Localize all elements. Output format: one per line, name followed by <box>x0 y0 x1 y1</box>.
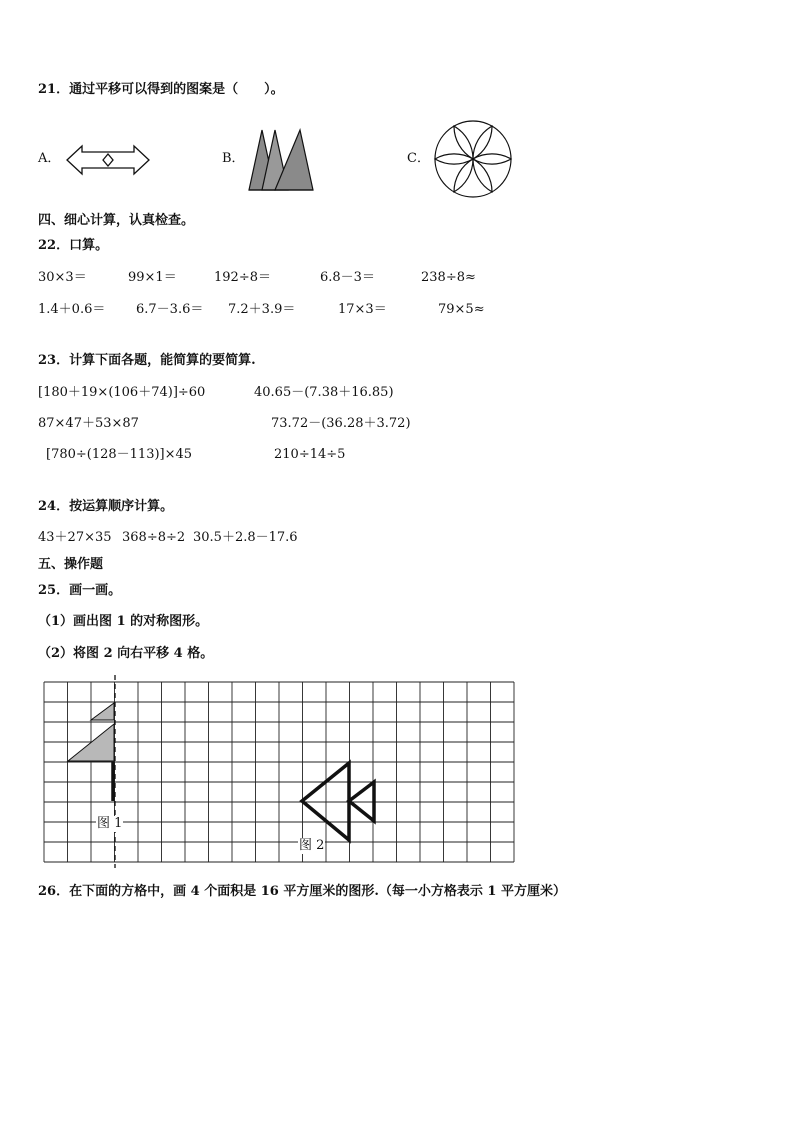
section5-title: 五、操作题 <box>38 557 104 572</box>
petal <box>473 126 492 159</box>
double-arrow-figure <box>67 146 149 174</box>
order-item: 30.5＋2.8－17.6 <box>193 530 298 545</box>
q25-part2: （2）将图 2 向右平移 4 格。 <box>38 646 214 661</box>
q22-prompt: 22．口算。 <box>38 238 109 253</box>
flower-circle-figure <box>435 121 511 197</box>
option-c-label: C． <box>407 151 430 166</box>
calc-item: 40.65－(7.38＋16.85) <box>254 385 394 400</box>
calc-item: [780÷(128－113)]×45 <box>46 447 193 462</box>
q25-part1: （1）画出图 1 的对称图形。 <box>38 614 209 629</box>
figure2-label: 图 2 <box>299 838 325 853</box>
calc-item: 87×47＋53×87 <box>38 416 139 431</box>
calc-item: [180＋19×(106＋74)]÷60 <box>38 385 206 400</box>
figure2-shape <box>302 763 374 840</box>
oral-item: 17×3＝ <box>338 302 387 317</box>
option-a-label: A． <box>38 151 61 166</box>
order-item: 43＋27×35 <box>38 530 112 545</box>
petal <box>473 159 492 192</box>
oral-item: 1.4＋0.6＝ <box>38 302 106 317</box>
order-item: 368÷8÷2 <box>122 530 186 545</box>
option-b-label: B． <box>222 151 245 166</box>
petal <box>454 126 473 159</box>
calc-item: 73.72－(36.28＋3.72) <box>271 416 411 431</box>
petal <box>435 154 473 164</box>
triangles-figure <box>249 130 313 190</box>
q26-prompt: 26．在下面的方格中，画 4 个面积是 16 平方厘米的图形.（每一小方格表示 1 平方厘米） <box>38 884 566 899</box>
oral-item: 99×1＝ <box>128 270 177 285</box>
oral-item: 238÷8≈ <box>421 270 476 285</box>
oral-item: 30×3＝ <box>38 270 87 285</box>
oral-item: 6.7－3.6＝ <box>136 302 204 317</box>
petal <box>454 159 473 192</box>
oral-item: 6.8－3＝ <box>320 270 375 285</box>
oral-item: 192÷8＝ <box>214 270 271 285</box>
section4-title: 四、细心计算，认真检查。 <box>38 213 195 228</box>
oral-item: 79×5≈ <box>438 302 485 317</box>
figure1-label: 图 1 <box>97 816 123 831</box>
calc-item: 210÷14÷5 <box>274 447 346 462</box>
q24-prompt: 24．按运算顺序计算。 <box>38 499 174 514</box>
petal <box>473 154 511 164</box>
q23-prompt: 23．计算下面各题，能简算的要简算. <box>38 353 256 368</box>
figure1-shape <box>68 703 114 801</box>
q25-prompt: 25．画一画。 <box>38 583 122 598</box>
q21-prompt: 21．通过平移可以得到的图案是（ ）。 <box>38 82 284 97</box>
oral-item: 7.2＋3.9＝ <box>228 302 296 317</box>
